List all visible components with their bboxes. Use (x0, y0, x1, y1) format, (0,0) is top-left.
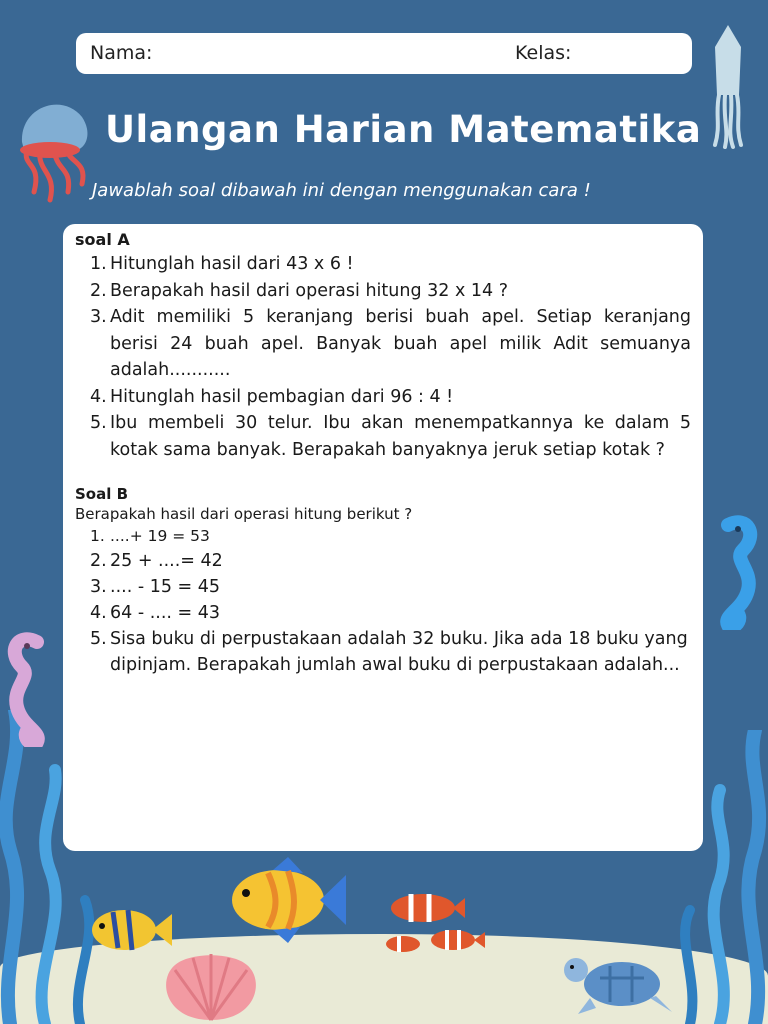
section-a-title: soal A (75, 230, 130, 249)
section-b-list (75, 524, 691, 678)
page-title: Ulangan Harian Matematika (105, 108, 702, 151)
name-class-box (76, 33, 692, 74)
seahorse-right-icon (708, 515, 763, 630)
question-card (63, 224, 703, 851)
class-label: Kelas: (515, 42, 572, 64)
fish-big-icon (228, 855, 348, 945)
list-item: 3. Adit memiliki 5 keranjang berisi buah apel. Setiap keranjang berisi 24 buah apel. Banyak buah apel milik Adit semuanya adalah........... (90, 307, 691, 380)
name-label: Nama: (90, 42, 153, 64)
list-item: 1. ....+ 19 = 53 (90, 527, 210, 545)
list-item: 5. Ibu membeli 30 telur. Ibu akan menempatkannya ke dalam 5 kotak sama banyak. Berapakah banyaknya jeruk setiap kotak ? (90, 413, 691, 460)
section-b-title: Soal B (75, 485, 129, 503)
instruction-text: Jawablah soal dibawah ini dengan menggunakan cara ! (92, 180, 591, 201)
section-a-list (75, 251, 691, 463)
list-item: 1. Hitunglah hasil dari 43 x 6 ! (90, 254, 354, 274)
shell-icon (155, 950, 267, 1022)
list-item: 5. Sisa buku di perpustakaan adalah 32 buku. Jika ada 18 buku yang dipinjam. Berapakah jumlah awal buku di perpustakaan adalah... (90, 629, 688, 675)
list-item: 2. 25 + ....= 42 (90, 551, 223, 571)
section-b-intro: Berapakah hasil dari operasi hitung berikut ? (75, 505, 413, 523)
list-item: 4. 64 - .... = 43 (90, 603, 221, 623)
squid-icon (703, 25, 753, 150)
jellyfish-icon (2, 92, 97, 204)
seahorse-left-icon (2, 632, 57, 747)
turtle-icon (560, 948, 680, 1018)
list-item: 2. Berapakah hasil dari operasi hitung 32 x 14 ? (90, 280, 508, 301)
list-item: 4. Hitunglah hasil pembagian dari 96 : 4 ! (90, 386, 454, 407)
list-item: 3. .... - 15 = 45 (90, 577, 221, 597)
clownfish-icon (383, 882, 488, 960)
